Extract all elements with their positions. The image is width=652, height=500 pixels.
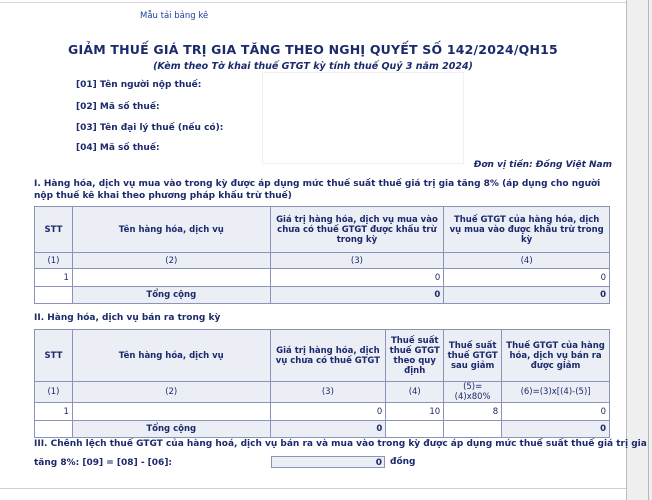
col-name-header: Tên hàng hóa, dịch vụ [72,330,270,382]
sales-table [34,329,610,438]
section-3-formula: tăng 8%: [09] = [08] - [06]: [34,458,173,468]
row-stt: 1 [35,269,73,287]
tax-code-label: [02] Mã số thuế: [76,102,160,112]
index-cell: (1) [35,253,73,269]
index-cell: (4) [444,253,610,269]
agent-tax-code-label: [04] Mã số thuế: [76,143,160,153]
col-value-header: Giá trị hàng hóa, dịch vụ mua vào chưa có thuế GTGT được khấu trừ trong kỳ [270,207,444,253]
form-title: GIẢM THUẾ GIÁ TRỊ GIA TĂNG THEO NGHỊ QUYẾT SỐ 142/2024/QH15 [68,42,558,57]
col-value-header: Giá trị hàng hóa, dịch vụ chưa có thuế GTGT [270,330,386,382]
table-row [35,403,610,421]
total-purchase-vat: 0 [444,287,610,304]
taxpayer-name-label: [01] Tên người nộp thuế: [76,80,202,90]
taxpayer-info-area [262,72,464,164]
sales-value-input[interactable]: 0 [270,403,386,421]
row-stt: 1 [35,403,73,421]
total-label: Tổng cộng [72,287,270,304]
reduced-rate-value: 8 [444,403,502,421]
total-blank-cell [35,421,73,438]
col-stt-header: STT [35,330,73,382]
total-reduced-vat: 0 [502,421,610,438]
download-template-link[interactable]: Mẫu tải bảng kê [140,11,209,21]
index-cell: (2) [72,382,270,403]
vat-rate-input[interactable]: 10 [386,403,444,421]
total-sales-value: 0 [270,421,386,438]
purchase-vat-input[interactable]: 0 [444,269,610,287]
col-name-header: Tên hàng hóa, dịch vụ [72,207,270,253]
col-vat-header: Thuế GTGT của hàng hóa, dịch vụ mua vào được khấu trừ trong kỳ [444,207,610,253]
col-rate-header: Thuế suất thuế GTGT theo quy định [386,330,444,382]
index-cell: (5)=(4)x80% [444,382,502,403]
goods-name-input[interactable] [72,269,270,287]
purchases-table [34,206,610,304]
goods-name-input[interactable] [72,403,270,421]
reduced-vat-value: 0 [502,403,610,421]
total-blank-cell [35,287,73,304]
index-cell: (4) [386,382,444,403]
vat-difference-unit: đồng [390,457,416,467]
bottom-divider [0,488,626,489]
index-cell: (3) [270,382,386,403]
form-subtitle: (Kèm theo Tờ khai thuế GTGT kỳ tính thuế Quý 3 năm 2024) [153,61,473,72]
section-2-heading: II. Hàng hóa, dịch vụ bán ra trong kỳ [34,313,221,323]
agent-name-label: [03] Tên đại lý thuế (nếu có): [76,123,224,133]
section-1-heading: I. Hàng hóa, dịch vụ mua vào trong kỳ được áp dụng mức thuế suất thuế giá trị gia tăng 8% (áp dụng cho người nộp thuế kê khai theo phương pháp khấu trừ thuế) [34,179,601,201]
top-divider [0,2,626,3]
section-3-heading: III. Chênh lệch thuế GTGT của hàng hoá, dịch vụ bán ra và mua vào trong kỳ được áp dụng mức thuế suất thuế giá trị gia [34,439,647,449]
index-cell: (2) [72,253,270,269]
total-blank-cell [386,421,444,438]
total-blank-cell [444,421,502,438]
col-stt-header: STT [35,207,73,253]
col-reduced-rate-header: Thuế suất thuế GTGT sau giảm [444,330,502,382]
index-cell: (3) [270,253,444,269]
table-row [35,269,610,287]
index-cell: (6)=(3)x[(4)-(5)] [502,382,610,403]
purchase-value-input[interactable]: 0 [270,269,444,287]
total-label: Tổng cộng [72,421,270,438]
total-purchase-value: 0 [270,287,444,304]
gutter-divider [648,0,649,500]
currency-unit-note: Đơn vị tiền: Đồng Việt Nam [473,160,612,170]
vat-difference-value: 0 [271,456,385,468]
index-cell: (1) [35,382,73,403]
col-reduced-vat-header: Thuế GTGT của hàng hóa, dịch vụ bán ra được giảm [502,330,610,382]
